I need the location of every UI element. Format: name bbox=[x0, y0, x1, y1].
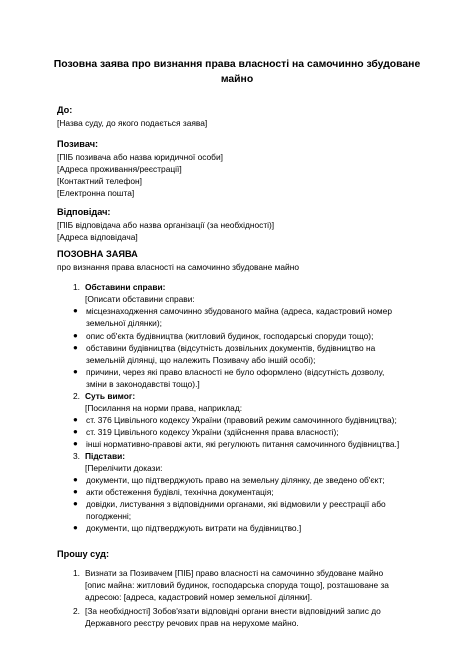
claim-heading-section bbox=[57, 248, 299, 273]
list-item-line: зміни в законодавстві тощо).] bbox=[86, 379, 200, 390]
claim-subheading: про визнання права власності на самочинно збудоване майно bbox=[57, 261, 299, 272]
list-item-line: земельній ділянці, що належить Позивачу або іншій особі); bbox=[86, 355, 316, 366]
list-item bbox=[86, 474, 426, 486]
list-item-line: акти обстеження будівлі, технічна документація; bbox=[86, 487, 274, 497]
plaintiff-section bbox=[57, 138, 223, 199]
plaintiff-label: Позивач: bbox=[57, 139, 99, 149]
defendant-section bbox=[57, 206, 274, 243]
bullet-icon: ● bbox=[73, 331, 78, 340]
court-name: [Назва суду, до якого подається заява] bbox=[57, 117, 208, 128]
list-item-line: погодженні; bbox=[86, 511, 132, 522]
section-2-title: Суть вимог: bbox=[85, 391, 136, 401]
request-item-line: Визнати за Позивачем [ПІБ] право власності на самочинно збудоване майно bbox=[85, 568, 384, 578]
request-item-line: адресою: [адреса, кадастровий номер земельної ділянки]. bbox=[85, 592, 313, 603]
section-3-number: 3. bbox=[73, 451, 80, 461]
plaintiff-name: [ПІБ позивача або назва юридичної особи] bbox=[57, 151, 223, 162]
plaintiff-email: [Електронна пошта] bbox=[57, 188, 135, 199]
list-item bbox=[86, 498, 426, 522]
list-item bbox=[86, 330, 426, 342]
request-item-1 bbox=[85, 567, 430, 604]
section-1-number: 1. bbox=[73, 282, 80, 292]
request-item-line: [За необхідності] Зобов'язати відповідні органи внести відповідний запис до bbox=[85, 606, 381, 616]
bullet-icon: ● bbox=[73, 427, 78, 436]
section-3-title: Підстави: bbox=[85, 451, 126, 461]
list-item bbox=[86, 366, 426, 390]
bullet-icon: ● bbox=[73, 487, 78, 496]
bullet-icon: ● bbox=[73, 499, 78, 508]
section-1-title: Обставини справи: bbox=[85, 282, 166, 292]
request-item-line: Державного реєстру речових прав на нерухоме майно. bbox=[85, 618, 299, 629]
defendant-label: Відповідач: bbox=[57, 207, 111, 217]
request-item-1-number: 1. bbox=[73, 568, 80, 578]
to-section bbox=[57, 104, 207, 129]
list-item-line: місцезнаходження самочинно збудованого майна (адреса, кадастровий номер bbox=[86, 306, 392, 316]
list-item-line: ст. 319 Цивільного кодексу України (здійснення права власності); bbox=[86, 427, 339, 437]
list-item-line: документи, що підтверджують право на земельну ділянку, де зведено об'єкт; bbox=[86, 475, 385, 485]
bullet-icon: ● bbox=[73, 306, 78, 315]
bullet-icon: ● bbox=[73, 475, 78, 484]
plaintiff-address: [Адреса проживання/реєстрації] bbox=[57, 163, 182, 174]
list-item bbox=[86, 426, 426, 438]
list-item-line: ст. 376 Цивільного кодексу України (правовий режим самочинного будівництва); bbox=[86, 415, 397, 425]
list-item bbox=[86, 305, 426, 329]
section-2-number: 2. bbox=[73, 391, 80, 401]
claim-heading: ПОЗОВНА ЗАЯВА bbox=[57, 249, 138, 259]
defendant-address: [Адреса відповідача] bbox=[57, 231, 138, 242]
defendant-name: [ПІБ відповідача або назва організації (за необхідності)] bbox=[57, 219, 275, 230]
section-3-intro: [Перелічити докази: bbox=[85, 463, 163, 473]
bullet-icon: ● bbox=[73, 523, 78, 532]
list-item-line: обставини будівництва (відсутність дозвільних документів, будівництво на bbox=[86, 343, 376, 353]
bullet-icon: ● bbox=[73, 415, 78, 424]
list-item-line: земельної ділянки); bbox=[86, 318, 162, 329]
request-item-line: [опис майна: житловий будинок, господарська споруда тощо], розташоване за bbox=[85, 580, 389, 591]
list-item-line: опис об'єкта будівництва (житловий будинок, господарські споруди тощо); bbox=[86, 331, 374, 341]
section-2-intro: [Посилання на норми права, наприклад: bbox=[85, 403, 243, 413]
request-section bbox=[57, 548, 109, 561]
list-item-line: довідки, листування з відповідними органами, які відмовили у реєстрації або bbox=[86, 499, 386, 509]
list-item bbox=[86, 414, 426, 426]
to-label: До: bbox=[57, 105, 73, 115]
plaintiff-phone: [Контактний телефон] bbox=[57, 175, 142, 186]
request-label: Прошу суд: bbox=[57, 549, 110, 559]
list-item bbox=[86, 342, 426, 366]
list-item-line: причини, через які право власності не було оформлено (відсутність дозволу, bbox=[86, 367, 385, 377]
bullet-icon: ● bbox=[73, 439, 78, 448]
section-1-intro: [Описати обставини справи: bbox=[85, 294, 195, 304]
list-item bbox=[86, 522, 426, 534]
list-item-line: інші нормативно-правові акти, які регулюють питання самочинного будівництва.] bbox=[86, 439, 400, 449]
document-title: Позовна заява про визнання права власності на самочинно збудоване майно bbox=[53, 59, 421, 85]
bullet-icon: ● bbox=[73, 367, 78, 376]
list-item-line: документи, що підтверджують витрати на будівництво.] bbox=[86, 523, 302, 533]
request-item-2 bbox=[85, 605, 430, 629]
list-item bbox=[86, 438, 426, 450]
request-item-2-number: 2. bbox=[73, 606, 80, 616]
list-item bbox=[86, 486, 426, 498]
bullet-icon: ● bbox=[73, 343, 78, 352]
